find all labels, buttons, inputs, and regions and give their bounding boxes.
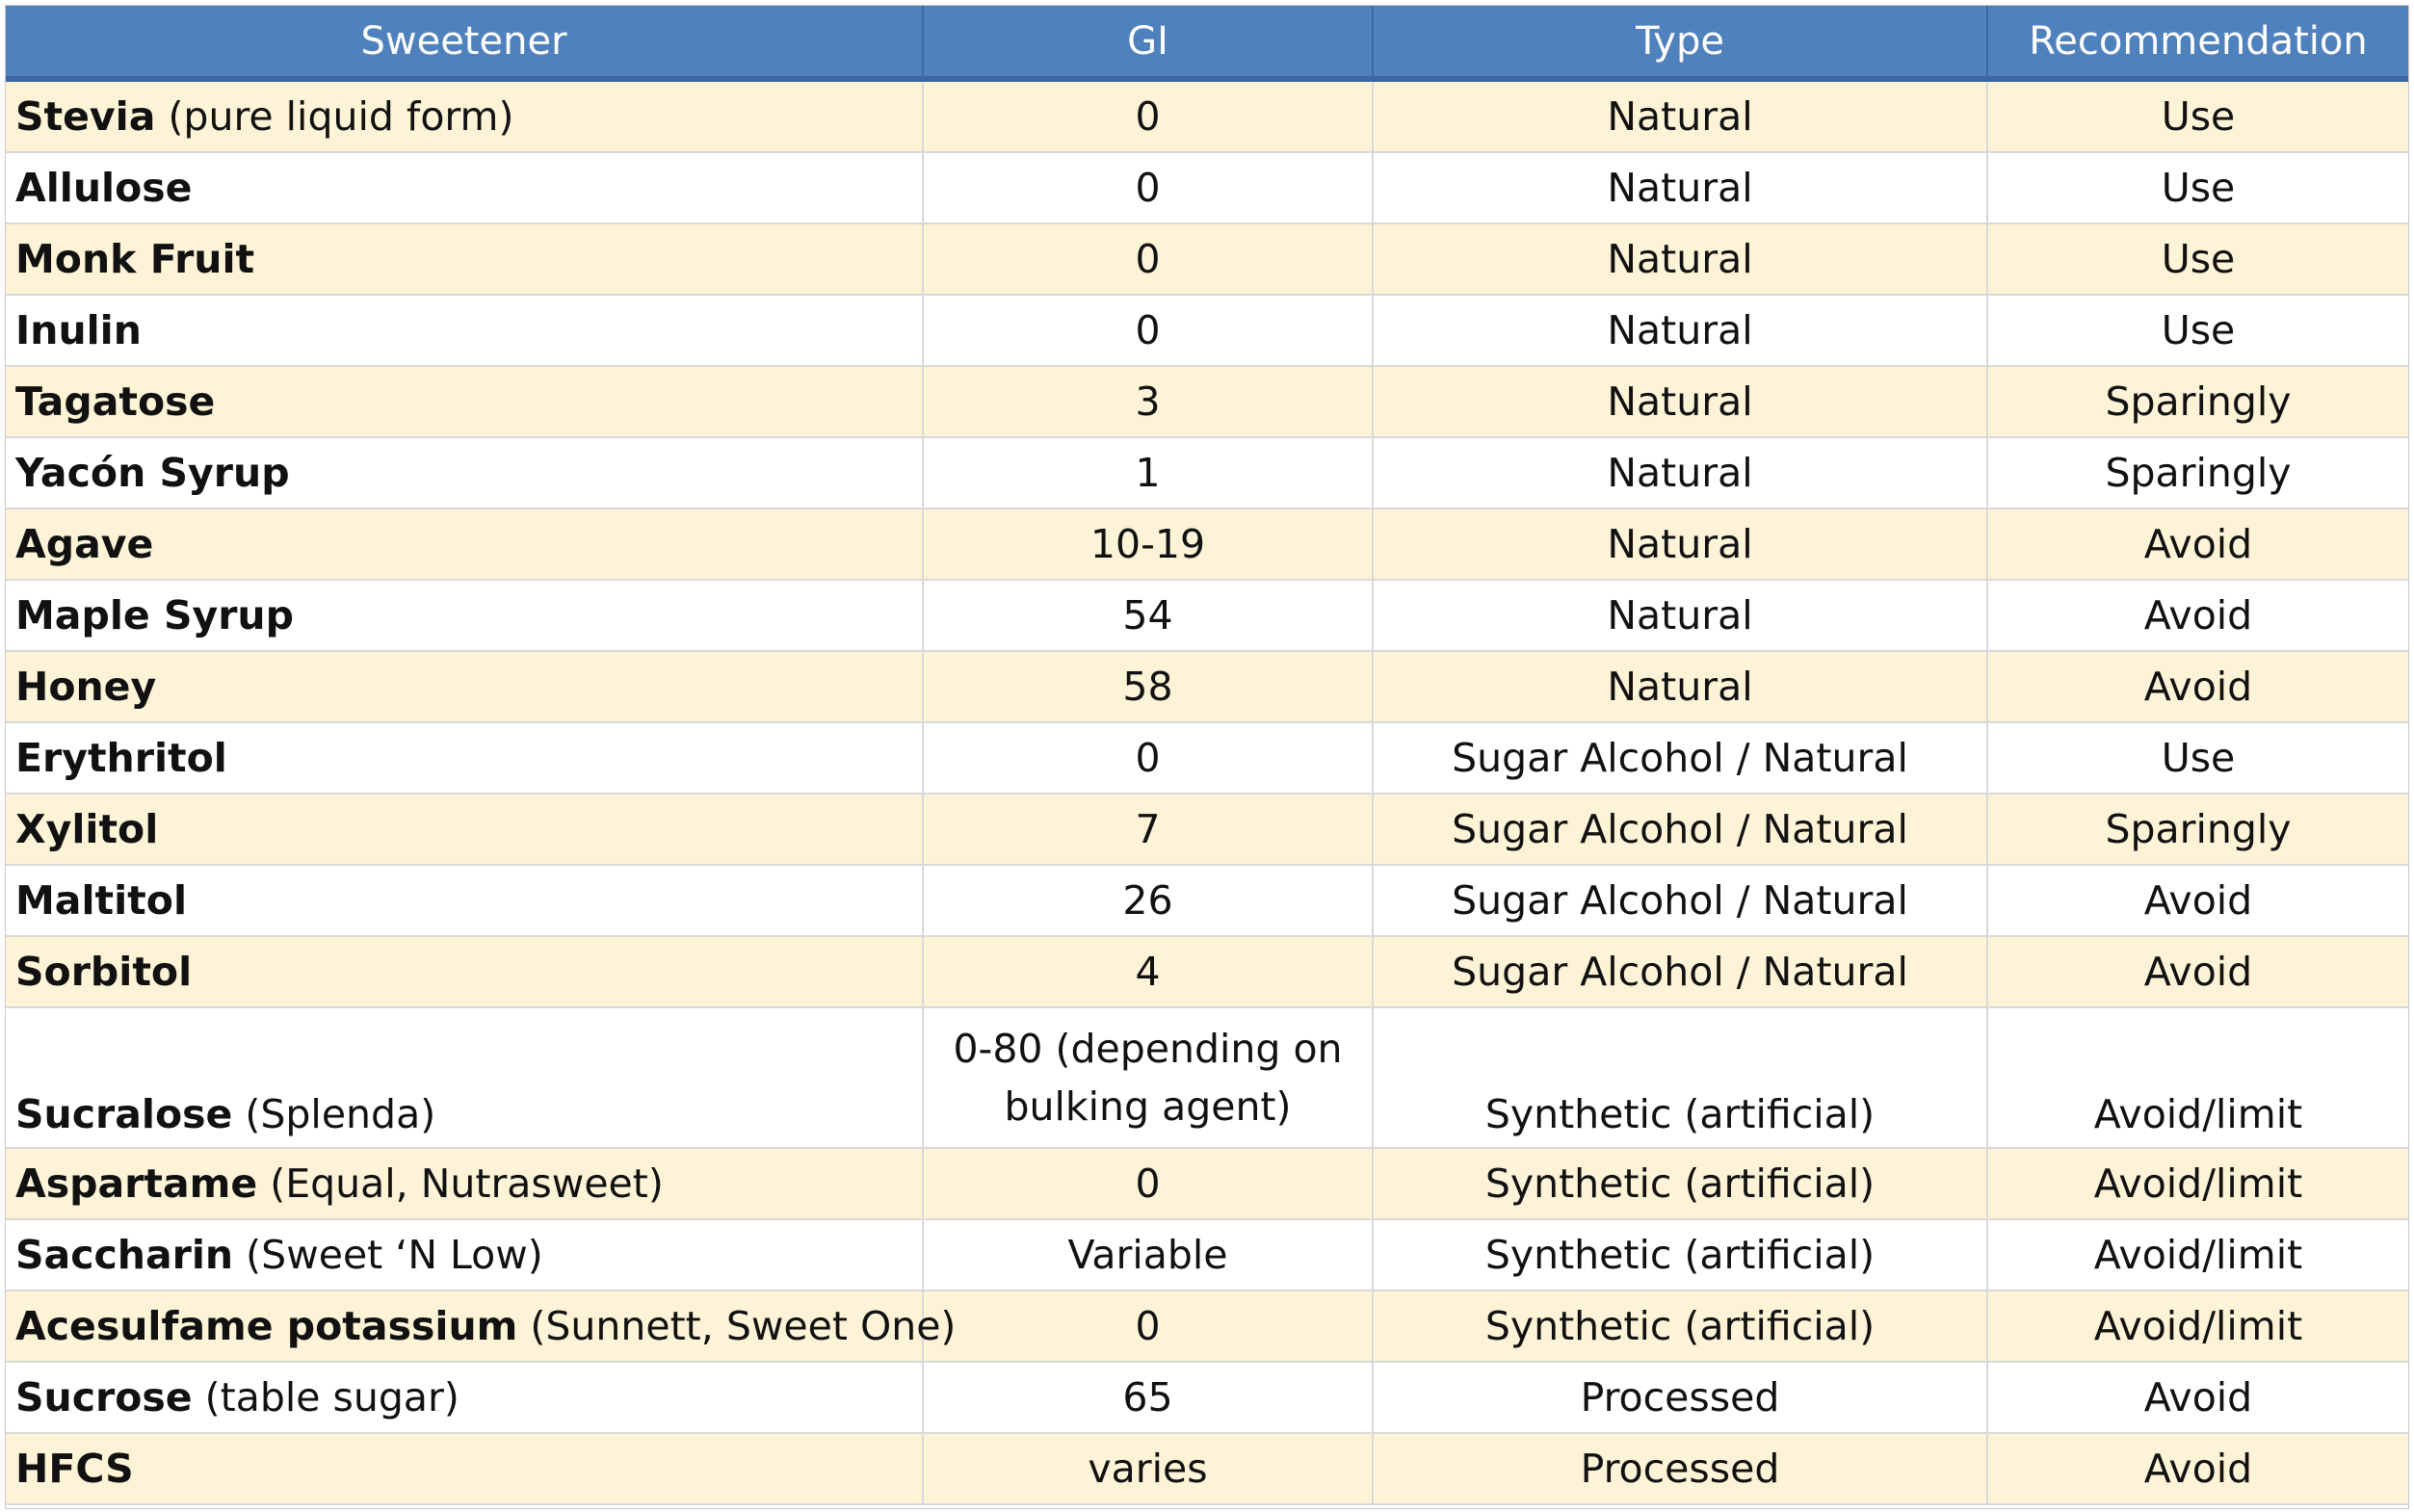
- sweetener-cell: [6, 508, 923, 580]
- type-cell: Natural: [1373, 437, 1987, 508]
- sweetener-cell: [6, 1433, 923, 1504]
- recommendation-cell: Avoid: [1987, 508, 2408, 580]
- gi-cell: 0: [923, 223, 1373, 295]
- type-cell: Natural: [1373, 366, 1987, 437]
- recommendation-cell: Avoid/limit: [1987, 1290, 2408, 1362]
- recommendation-cell: Avoid: [1987, 580, 2408, 651]
- table-row: [6, 865, 2408, 936]
- sweetener-name: Aspartame: [15, 1160, 258, 1207]
- sweetener-cell: [6, 794, 923, 865]
- type-cell: Sugar Alcohol / Natural: [1373, 865, 1987, 936]
- gi-cell: 4: [923, 936, 1373, 1007]
- gi-cell: 3: [923, 366, 1373, 437]
- sweetener-cell: [6, 580, 923, 651]
- sweetener-name: Tagatose: [15, 378, 216, 425]
- sweetener-name: Sucrose: [15, 1374, 193, 1421]
- type-cell: Natural: [1373, 580, 1987, 651]
- header-row: [6, 6, 2408, 79]
- sweetener-cell: [6, 366, 923, 437]
- table-row: [6, 651, 2408, 722]
- sweetener-note: (pure liquid form): [168, 93, 514, 140]
- gi-cell: 0: [923, 1290, 1373, 1362]
- header-type: Type: [1373, 6, 1987, 79]
- gi-cell: 0-80 (depending on bulking agent): [923, 1007, 1373, 1148]
- table-row: [6, 366, 2408, 437]
- gi-cell: 7: [923, 794, 1373, 865]
- table-row: [6, 794, 2408, 865]
- gi-cell: 0: [923, 152, 1373, 223]
- table-row: [6, 580, 2408, 651]
- sweetener-name: Acesulfame potassium: [15, 1303, 518, 1349]
- sweetener-cell: [6, 1290, 957, 1362]
- recommendation-cell: Avoid/limit: [1987, 1148, 2408, 1219]
- recommendation-cell: Avoid: [1987, 936, 2408, 1007]
- sweetener-note: (Splenda): [245, 1091, 436, 1137]
- type-cell: Synthetic (artificial): [1373, 1007, 1987, 1148]
- sweetener-cell: [6, 1362, 923, 1433]
- type-cell: Sugar Alcohol / Natural: [1373, 936, 1987, 1007]
- recommendation-cell: Avoid/limit: [1987, 1219, 2408, 1290]
- table-header: [6, 6, 2408, 79]
- sweetener-name: Xylitol: [15, 806, 159, 852]
- sweetener-name: Allulose: [15, 165, 193, 211]
- sweetener-cell: [6, 865, 923, 936]
- header-recommendation: Recommendation: [1987, 6, 2408, 79]
- table-row: [6, 295, 2408, 366]
- table-row: [6, 1362, 2408, 1433]
- recommendation-cell: Use: [1987, 79, 2408, 152]
- recommendation-cell: Avoid: [1987, 651, 2408, 722]
- type-cell: Sugar Alcohol / Natural: [1373, 794, 1987, 865]
- sweetener-note: (Sweet ‘N Low): [246, 1232, 543, 1278]
- sweetener-note: (Equal, Nutrasweet): [270, 1160, 664, 1207]
- gi-cell: 0: [923, 79, 1373, 152]
- sweetener-name: Sucralose: [15, 1091, 233, 1137]
- type-cell: Natural: [1373, 152, 1987, 223]
- gi-cell: 54: [923, 580, 1373, 651]
- recommendation-cell: Avoid: [1987, 1433, 2408, 1504]
- gi-cell: 26: [923, 865, 1373, 936]
- type-cell: Sugar Alcohol / Natural: [1373, 722, 1987, 794]
- sweetener-cell: [6, 1007, 923, 1148]
- sweetener-cell: [6, 152, 923, 223]
- sweetener-cell: [6, 722, 923, 794]
- sweetener-note: (table sugar): [204, 1374, 459, 1421]
- type-cell: Synthetic (artificial): [1373, 1219, 1987, 1290]
- recommendation-cell: Sparingly: [1987, 794, 2408, 865]
- sweetener-cell: [6, 651, 923, 722]
- sweetener-cell: [6, 936, 923, 1007]
- recommendation-cell: Sparingly: [1987, 366, 2408, 437]
- table-row: [6, 437, 2408, 508]
- sweetener-name: HFCS: [15, 1446, 134, 1492]
- table-row: [6, 722, 2408, 794]
- type-cell: Natural: [1373, 651, 1987, 722]
- table-row: [6, 223, 2408, 295]
- type-cell: Natural: [1373, 295, 1987, 366]
- table-row: [6, 508, 2408, 580]
- sweetener-cell: [6, 1219, 923, 1290]
- table-body: [6, 79, 2408, 1504]
- recommendation-cell: Use: [1987, 722, 2408, 794]
- gi-cell: 1: [923, 437, 1373, 508]
- header-sweetener: Sweetener: [6, 6, 923, 79]
- type-cell: Processed: [1373, 1433, 1987, 1504]
- sweetener-name: Saccharin: [15, 1232, 234, 1278]
- gi-cell: 0: [923, 722, 1373, 794]
- recommendation-cell: Avoid: [1987, 865, 2408, 936]
- type-cell: Natural: [1373, 508, 1987, 580]
- recommendation-cell: Avoid/limit: [1987, 1007, 2408, 1148]
- sweetener-name: Honey: [15, 664, 157, 710]
- sweetener-cell: [6, 295, 923, 366]
- type-cell: Processed: [1373, 1362, 1987, 1433]
- table-row: [6, 1219, 2408, 1290]
- sweetener-name: Maltitol: [15, 877, 187, 924]
- sweetener-name: Agave: [15, 521, 154, 567]
- gi-cell: 58: [923, 651, 1373, 722]
- sweetener-cell: [6, 223, 923, 295]
- sweetener-name: Monk Fruit: [15, 236, 255, 282]
- gi-cell: 65: [923, 1362, 1373, 1433]
- sweetener-name: Erythritol: [15, 735, 227, 781]
- type-cell: Synthetic (artificial): [1373, 1148, 1987, 1219]
- sweetener-cell: [6, 437, 923, 508]
- gi-cell: 10-19: [923, 508, 1373, 580]
- recommendation-cell: Use: [1987, 295, 2408, 366]
- sweetener-name: Sorbitol: [15, 949, 193, 995]
- recommendation-cell: Avoid: [1987, 1362, 2408, 1433]
- recommendation-cell: Use: [1987, 152, 2408, 223]
- gi-cell: varies: [923, 1433, 1373, 1504]
- recommendation-cell: Sparingly: [1987, 437, 2408, 508]
- sweetener-cell: [6, 79, 923, 152]
- type-cell: Natural: [1373, 79, 1987, 152]
- sweetener-name: Maple Syrup: [15, 592, 294, 639]
- recommendation-cell: Use: [1987, 223, 2408, 295]
- sweetener-name: Inulin: [15, 307, 142, 353]
- gi-cell: 0: [923, 1148, 1373, 1219]
- sweetener-name: Stevia: [15, 93, 156, 140]
- table-row: [6, 152, 2408, 223]
- gi-cell: Variable: [923, 1219, 1373, 1290]
- sweetener-cell: [6, 1148, 923, 1219]
- table-row: [6, 1433, 2408, 1504]
- header-gi: GI: [923, 6, 1373, 79]
- table-row: [6, 936, 2408, 1007]
- sweetener-note: (Sunnett, Sweet One): [530, 1303, 957, 1349]
- type-cell: Synthetic (artificial): [1373, 1290, 1987, 1362]
- table-row: [6, 1148, 2408, 1219]
- gi-cell: 0: [923, 295, 1373, 366]
- sweetener-name: Yacón Syrup: [15, 450, 290, 496]
- table-row: [6, 1007, 2408, 1148]
- sweetener-table: [6, 6, 2408, 1505]
- table-row: [6, 1290, 2408, 1362]
- type-cell: Natural: [1373, 223, 1987, 295]
- table-row: [6, 79, 2408, 152]
